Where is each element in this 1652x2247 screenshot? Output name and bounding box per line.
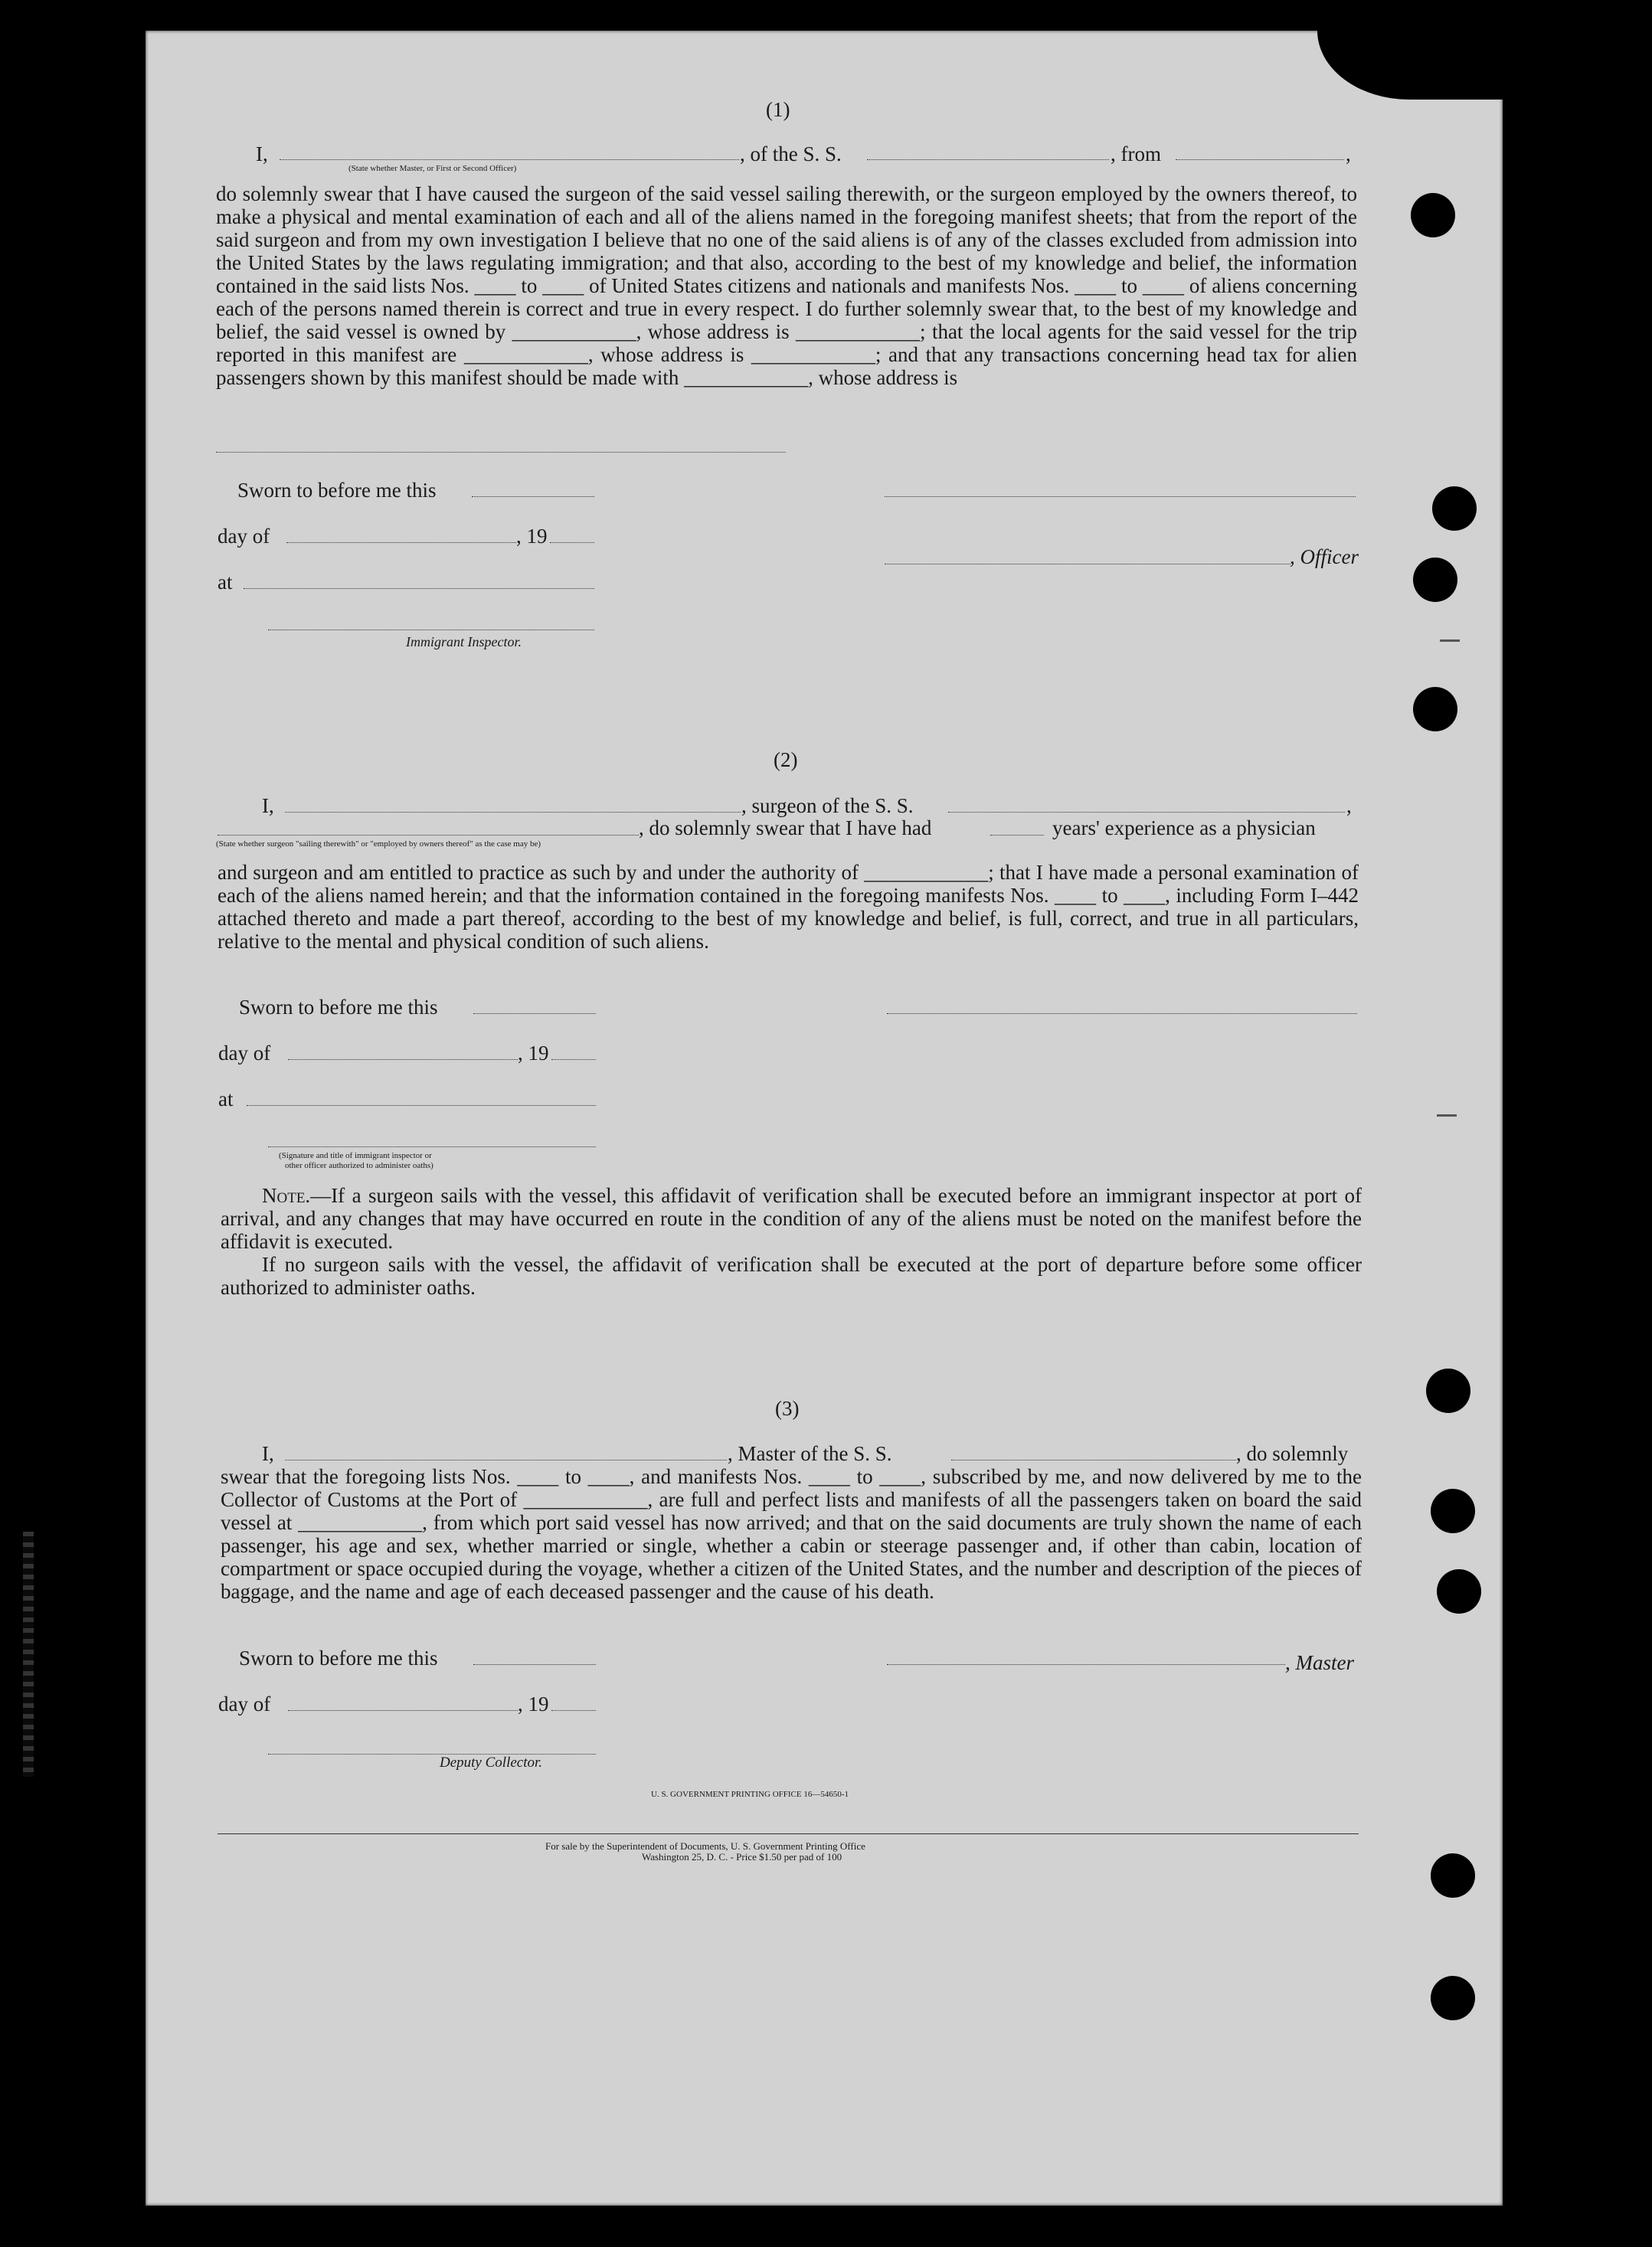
s1-vessel-field[interactable] — [867, 159, 1109, 160]
footer-line-2: Washington 25, D. C. - Price $1.50 per pad of 100 — [642, 1851, 842, 1863]
s1-officer-name-field[interactable] — [280, 159, 739, 160]
s1-year-label: , 19 — [516, 525, 548, 548]
s2-note-1-text: —If a surgeon sails with the vessel, this affidavit of verification shall be executed before an immigrant inspector at port of arrival, and any changes that may have occurred en route in the condition of any of the aliens must be noted on the manifest before the affidavit is executed. — [221, 1184, 1362, 1253]
s2-oath-body: and surgeon and am entitled to practice as such by and under the authority of ____________; that I have made a personal examination of each of the aliens named herein; and that the information contained in the foregoing manifests Nos. ____ to ____, including Form I–442 attached thereto and made a part thereof, according to the best of my knowledge and belief, is full, correct, and true in all particulars, relative to the mental and physical condition of such aliens. — [218, 861, 1359, 953]
s1-oath-body: do solemnly swear that I have caused the surgeon of the said vessel sailing therewith, or the surgeon employed by the owners thereof, to make a physical and mental examination of each and all of the aliens named in the foregoing manifest sheets; that from the report of the said surgeon and from my own investigation I believe that no one of the said aliens is of any of the classes excluded from admission into the United States by the laws regulating immigration; and that also, according to the best of my knowledge and belief, the information contained in the said lists Nos. ____ to ____ of United States citizens and nationals and manifests Nos. ____ to ____ of aliens concerning each of the persons named therein is correct and true in every respect. I do further solemnly swear that, to the best of my knowledge and belief, the said vessel is owned by ____________, whose address is ____________; that the local agents for the said vessel for the trip reported in this manifest are ____________, whose address is ____________; and that any transactions concerning head tax for alien passengers shown by this manifest should be made with ____________, whose address is — [216, 182, 1357, 389]
s3-i-label: I, — [262, 1442, 274, 1465]
page-edge-shadow — [23, 1532, 34, 1777]
s1-at-field[interactable] — [244, 588, 594, 589]
binder-hole — [1413, 687, 1457, 731]
s2-inspector-signature[interactable] — [268, 1146, 596, 1147]
s2-comma: , — [1346, 794, 1352, 817]
s1-sworn-field[interactable] — [472, 496, 594, 497]
s2-sailing-status-field[interactable] — [218, 835, 639, 836]
footer-rule — [218, 1833, 1359, 1834]
s3-sworn-field[interactable] — [473, 1664, 596, 1665]
s3-deputy-label: Deputy Collector. — [440, 1755, 543, 1771]
s1-i-label: I, — [256, 142, 268, 165]
s2-do-swear-label: , do solemnly swear that I have had — [639, 816, 932, 839]
s2-surgeon-name-field[interactable] — [285, 812, 741, 813]
s1-of-ss-label: , of the S. S. — [740, 142, 842, 165]
printer-imprint: U. S. GOVERNMENT PRINTING OFFICE 16—54650-1 — [651, 1790, 849, 1799]
s1-at-label: at — [218, 571, 233, 594]
s2-i-label: I, — [262, 794, 274, 817]
s3-sworn-label: Sworn to before me this — [239, 1647, 438, 1670]
s1-day-field[interactable] — [286, 542, 516, 543]
s2-years-exp-label: years' experience as a physician — [1052, 816, 1316, 839]
margin-mark — [1437, 1114, 1457, 1117]
section-number-1: (1) — [766, 98, 790, 121]
s2-note-1 — [221, 1184, 1362, 1253]
s2-surgeon-signature[interactable] — [887, 1013, 1357, 1014]
s3-year-field[interactable] — [551, 1710, 596, 1711]
s2-at-field[interactable] — [247, 1105, 596, 1106]
binder-hole — [1432, 486, 1477, 531]
s1-from-field[interactable] — [1176, 159, 1344, 160]
section-number-3: (3) — [775, 1397, 800, 1420]
s2-sworn-field[interactable] — [473, 1013, 596, 1014]
s1-comma: , — [1346, 142, 1351, 165]
s2-vessel-field[interactable] — [948, 812, 1345, 813]
s3-year-label: , 19 — [518, 1693, 549, 1716]
binder-hole — [1431, 1853, 1475, 1898]
s2-sig-note-2: other officer authorized to administer oaths) — [285, 1161, 433, 1170]
s2-state-note: (State whether surgeon "sailing therewith" or "employed by owners thereof" as the case may be) — [216, 839, 541, 849]
s1-from-label: , from — [1111, 142, 1161, 165]
s3-master-signature[interactable] — [887, 1664, 1285, 1665]
s3-oath-body: swear that the foregoing lists Nos. ____ to ____, and manifests Nos. ____ to ____, subscribed by me, and now delivered by me to the Collector of Customs at the Port of ____________, are full and perfect lists and manifests of all the passengers taken on board the said vessel at ____________, from which port said vessel has now arrived; and that on the said documents are truly shown the name of each passenger, his age and sex, whether married or single, whether a cabin or steerage passenger and, if other than cabin, location of compartment or space occupied during the voyage, whether a citizen of the United States, and the number and description of the pieces of baggage, and the name and age of each deceased passenger and the cause of his death. — [221, 1465, 1362, 1603]
s1-officer-signature-1[interactable] — [885, 496, 1356, 497]
s2-note-label: Note. — [262, 1184, 311, 1207]
s2-at-label: at — [218, 1088, 234, 1110]
s2-day-of-label: day of — [218, 1042, 271, 1065]
s2-year-label: , 19 — [518, 1042, 549, 1065]
s1-year-field[interactable] — [550, 542, 594, 543]
s1-officer-label: , Officer — [1290, 545, 1359, 568]
binder-hole — [1431, 1976, 1475, 2020]
s3-do-solemnly-label: , do solemnly — [1236, 1442, 1349, 1465]
s2-surgeon-of-label: , surgeon of the S. S. — [741, 794, 914, 817]
s3-deputy-signature[interactable] — [268, 1754, 596, 1755]
s3-day-of-label: day of — [218, 1693, 271, 1716]
s2-years-field[interactable] — [990, 835, 1044, 836]
section-number-2: (2) — [774, 748, 798, 771]
margin-mark — [1440, 639, 1460, 642]
s2-note-2: If no surgeon sails with the vessel, the affidavit of verification shall be executed at the port of departure before some officer authorized to administer oaths. — [221, 1253, 1362, 1299]
s2-day-field[interactable] — [288, 1059, 518, 1060]
binder-hole — [1411, 193, 1455, 237]
s1-inspector-label: Immigrant Inspector. — [406, 634, 522, 649]
s1-day-of-label: day of — [218, 525, 270, 548]
binder-hole — [1426, 1369, 1470, 1413]
s2-year-field[interactable] — [551, 1059, 596, 1060]
s1-sworn-label: Sworn to before me this — [237, 479, 437, 502]
binder-hole — [1437, 1569, 1481, 1614]
s3-master-of-label: , Master of the S. S. — [728, 1442, 892, 1465]
s3-day-field[interactable] — [288, 1710, 518, 1711]
s1-address-field[interactable] — [216, 452, 786, 453]
s1-state-note: (State whether Master, or First or Second Officer) — [348, 164, 517, 173]
binder-hole — [1431, 1489, 1475, 1533]
footer-line-1: For sale by the Superintendent of Documents, U. S. Government Printing Office — [545, 1840, 865, 1852]
binder-hole — [1413, 558, 1457, 602]
s3-master-label: , Master — [1285, 1651, 1354, 1674]
s2-sig-note-1: (Signature and title of immigrant inspector or — [279, 1151, 432, 1160]
s2-sworn-label: Sworn to before me this — [239, 996, 438, 1019]
